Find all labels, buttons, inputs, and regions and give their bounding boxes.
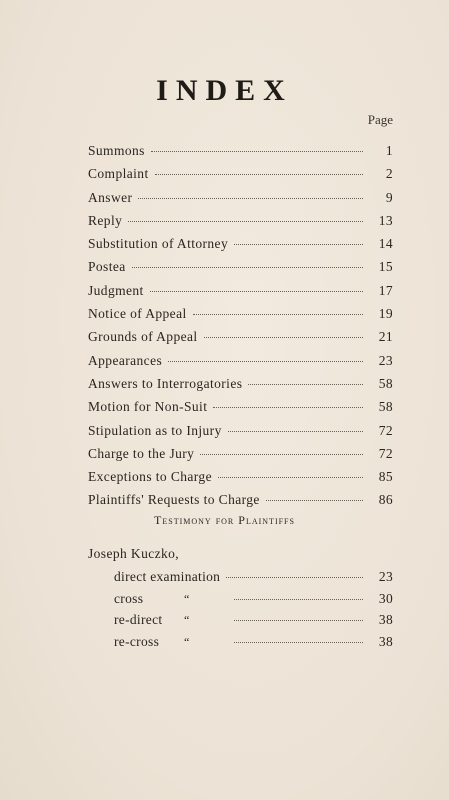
ditto-mark: “ bbox=[184, 591, 190, 606]
dot-leader bbox=[138, 184, 363, 199]
dot-leader bbox=[204, 323, 363, 338]
dot-leader bbox=[132, 253, 363, 268]
entry-page: 58 bbox=[378, 375, 393, 391]
entry-label: Grounds of Appeal bbox=[88, 329, 198, 345]
entry-page: 17 bbox=[378, 282, 393, 298]
entry-page: 19 bbox=[378, 306, 393, 322]
dot-leader bbox=[155, 160, 363, 175]
entry-page: 9 bbox=[385, 189, 393, 205]
entry-label: Notice of Appeal bbox=[88, 306, 187, 322]
entry-label: Summons bbox=[88, 143, 145, 158]
entry-label: Appearances bbox=[88, 352, 163, 368]
testimony-label: re-cross bbox=[114, 634, 160, 650]
testimony-entry bbox=[114, 631, 393, 653]
entry-page: 23 bbox=[378, 352, 393, 368]
index-entries bbox=[88, 140, 393, 513]
entry-page: 85 bbox=[378, 469, 393, 485]
page-column-label: Page bbox=[367, 112, 393, 127]
dot-leader bbox=[234, 230, 363, 245]
entry-page: 1 bbox=[385, 143, 393, 158]
testimony-entries bbox=[114, 566, 393, 653]
dot-leader bbox=[213, 393, 363, 408]
dot-leader bbox=[150, 277, 363, 292]
dot-leader bbox=[248, 370, 363, 385]
testimony-page: 38 bbox=[378, 634, 393, 650]
entry-label: Postea bbox=[88, 259, 126, 275]
dot-leader bbox=[168, 347, 363, 362]
ditto-mark: “ bbox=[184, 613, 190, 628]
testimony-label: direct examination bbox=[114, 569, 221, 584]
entry-page: 2 bbox=[385, 166, 393, 182]
entry-label: Exceptions to Charge bbox=[88, 469, 212, 485]
dot-leader bbox=[234, 585, 363, 600]
dot-leader bbox=[128, 207, 363, 222]
testimony-label: cross bbox=[114, 590, 144, 606]
entry-page: 13 bbox=[378, 212, 393, 228]
entry-label: Judgment bbox=[88, 282, 144, 298]
entry-label: Complaint bbox=[88, 166, 149, 182]
index-title: INDEX bbox=[156, 74, 293, 107]
dot-leader bbox=[228, 417, 363, 432]
testimony-page: 38 bbox=[378, 612, 393, 628]
witness-name: Joseph Kuczko, bbox=[88, 546, 180, 561]
dot-leader bbox=[226, 563, 363, 578]
entry-label: Answers to Interrogatories bbox=[88, 375, 243, 391]
ditto-mark: “ bbox=[184, 635, 190, 650]
dot-leader bbox=[193, 300, 363, 315]
dot-leader bbox=[151, 137, 363, 152]
entry-page: 15 bbox=[378, 259, 393, 275]
entry-page: 21 bbox=[378, 329, 393, 345]
entry-page: 72 bbox=[378, 422, 393, 438]
testimony-page: 23 bbox=[378, 569, 393, 584]
entry-page: 14 bbox=[378, 236, 393, 252]
entry-page: 58 bbox=[378, 399, 393, 415]
dot-leader bbox=[200, 440, 363, 455]
testimony-section-heading: Testimony for Plaintiffs bbox=[154, 513, 295, 527]
dot-leader bbox=[266, 486, 363, 501]
testimony-label: re-direct bbox=[114, 612, 163, 628]
entry-label: Reply bbox=[88, 212, 123, 228]
entry-label: Stipulation as to Injury bbox=[88, 422, 222, 438]
dot-leader bbox=[234, 606, 363, 621]
dot-leader bbox=[234, 628, 363, 643]
entry-label: Motion for Non-Suit bbox=[88, 399, 208, 415]
dot-leader bbox=[218, 463, 363, 478]
entry-label: Answer bbox=[88, 189, 133, 205]
entry-page: 86 bbox=[378, 492, 393, 508]
testimony-page: 30 bbox=[378, 590, 393, 606]
entry-label: Substitution of Attorney bbox=[88, 236, 229, 252]
entry-label: Charge to the Jury bbox=[88, 445, 195, 461]
entry-label: Plaintiffs' Requests to Charge bbox=[88, 492, 260, 508]
index-entry bbox=[88, 489, 393, 512]
entry-page: 72 bbox=[378, 445, 393, 461]
